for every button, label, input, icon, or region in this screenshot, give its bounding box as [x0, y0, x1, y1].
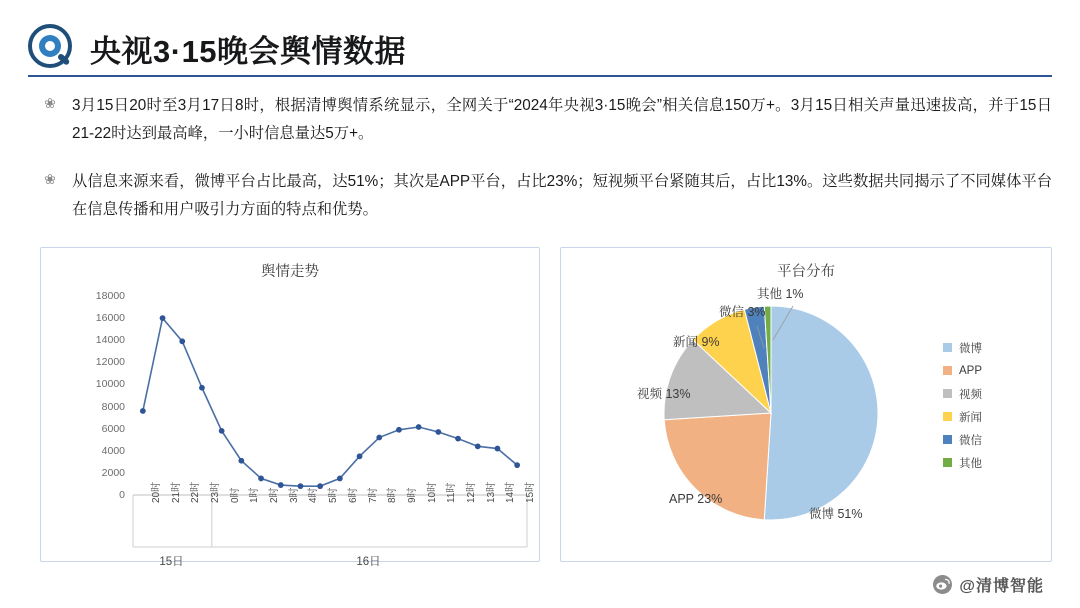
legend-item	[943, 428, 1017, 451]
legend-swatch-icon	[943, 412, 952, 421]
x-axis-group-label: 15日	[159, 556, 184, 568]
x-axis-tick: 20时	[150, 481, 162, 503]
legend-label: 微博	[959, 342, 982, 355]
x-axis-tick: 23时	[209, 481, 221, 503]
legend-swatch-icon	[943, 389, 952, 398]
x-axis-tick: 2时	[269, 487, 281, 503]
x-axis-tick: 8时	[387, 487, 399, 503]
y-axis-tick: 6000	[101, 422, 125, 435]
legend-swatch-icon	[943, 343, 952, 352]
footer-brand	[933, 573, 1044, 596]
legend-swatch-icon	[943, 435, 952, 444]
pie-chart-title: 平台分布	[777, 264, 835, 280]
y-axis-tick: 4000	[101, 444, 125, 457]
x-axis-tick: 10时	[426, 481, 438, 503]
flower-bullet-icon: ❀	[44, 95, 56, 111]
bullet-item	[40, 168, 1052, 224]
x-axis-tick: 11时	[446, 482, 458, 503]
y-axis-tick: 10000	[95, 378, 125, 391]
flower-bullet-icon: ❀	[44, 171, 56, 187]
bullet-list	[40, 92, 1052, 244]
pie-data-label: 视频 13%	[637, 387, 691, 401]
legend-label: 新闻	[959, 411, 982, 424]
x-axis-tick: 3时	[288, 487, 300, 503]
y-axis-tick: 8000	[101, 400, 125, 413]
pie-data-label: APP 23%	[669, 492, 723, 506]
legend-swatch-icon	[943, 366, 952, 375]
pie-chart-panel	[560, 247, 1052, 562]
line-chart-title: 舆情走势	[261, 264, 319, 280]
y-axis-tick: 18000	[95, 290, 125, 302]
title-divider	[28, 75, 1052, 77]
slide-header	[28, 18, 1052, 74]
y-axis-tick: 12000	[95, 356, 125, 369]
x-axis-tick: 7时	[367, 487, 379, 503]
x-axis-tick: 6时	[347, 487, 359, 503]
x-axis-tick: 22时	[190, 481, 202, 503]
legend-item	[943, 359, 1017, 382]
x-axis-tick: 9时	[406, 487, 418, 503]
x-axis-tick: 14时	[505, 481, 517, 503]
legend-label: 其他	[959, 457, 982, 470]
x-axis-tick: 1时	[249, 487, 261, 503]
x-axis-tick: 12时	[466, 481, 478, 503]
weibo-icon	[933, 575, 952, 594]
line-chart-plot	[41, 248, 541, 568]
bullet-item	[40, 92, 1052, 148]
page-title: 央视3·15晚会舆情数据	[90, 34, 407, 69]
x-axis-tick: 13时	[485, 481, 497, 503]
legend-label: APP	[959, 364, 983, 377]
y-axis-tick: 16000	[95, 312, 125, 325]
y-axis-tick: 0	[119, 489, 125, 501]
x-axis-tick: 21时	[170, 481, 182, 503]
pie-slice	[764, 306, 878, 520]
legend-label: 视频	[959, 388, 982, 401]
bullet-text: 从信息来源来看，微博平台占比最高，达51%；其次是APP平台，占比23%；短视频平台紧随其后，占比13%。这些数据共同揭示了不同媒体平台在信息传播和用户吸引力方面的特点和优势。	[72, 173, 1052, 218]
legend-item	[943, 451, 1017, 474]
x-axis-tick: 5时	[328, 487, 340, 503]
target-circle-icon	[28, 24, 72, 68]
line-chart-panel	[40, 247, 540, 568]
bullet-text: 3月15日20时至3月17日8时，根据清博舆情系统显示，全网关于“2024年央视3·15晚会”相关信息150万+。3月15日相关声量迅速拔高，并于15日21-22时达到最高峰，一小时信息量达5万+。	[72, 97, 1052, 142]
pie-legend	[943, 336, 1017, 474]
legend-swatch-icon	[943, 458, 952, 467]
pie-data-label: 新闻 9%	[673, 335, 720, 349]
legend-item	[943, 405, 1017, 428]
pie-data-label: 微信 3%	[719, 305, 766, 319]
pie-data-label: 微博 51%	[809, 507, 863, 521]
pie-data-label: 其他 1%	[757, 287, 804, 301]
x-axis-tick: 15时	[525, 481, 537, 503]
legend-item	[943, 336, 1017, 359]
x-axis-group-label: 16日	[356, 556, 381, 568]
y-axis-tick: 14000	[95, 334, 125, 347]
x-axis-tick: 0时	[229, 487, 241, 503]
legend-label: 微信	[959, 434, 982, 447]
footer-text: @清博智能	[959, 578, 1044, 595]
x-axis-tick: 4时	[308, 487, 320, 503]
y-axis-tick: 2000	[101, 466, 125, 479]
legend-item	[943, 382, 1017, 405]
